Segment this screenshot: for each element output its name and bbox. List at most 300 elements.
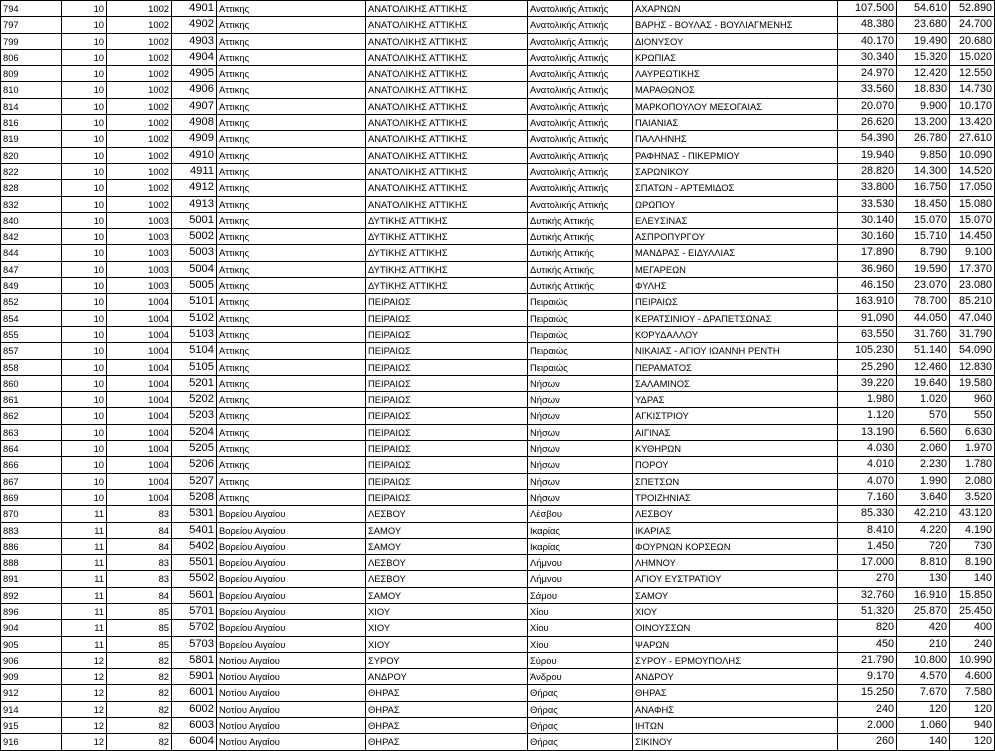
cell-prefecture-name: ΑΝΑΤΟΛΙΚΗΣ ΑΤΤΙΚΗΣ [366,17,528,33]
cell-prefecture-name: ΑΝΑΤΟΛΙΚΗΣ ΑΤΤΙΚΗΣ [366,1,528,17]
cell-region-code: 10 [62,343,107,359]
cell-region-code: 11 [62,538,107,554]
cell-female-value: 960 [950,392,995,408]
cell-municipality-code: 5401 [172,522,217,538]
cell-total-value: 33.560 [838,82,897,98]
cell-prefecture-name: ΔΥΤΙΚΗΣ ΑΤΤΙΚΗΣ [366,229,528,245]
cell-municipality-code: 5205 [172,441,217,457]
cell-region-code: 10 [62,392,107,408]
cell-municipality-code: 4906 [172,82,217,98]
cell-region-code: 10 [62,66,107,82]
cell-region-name: Αττικης [217,473,366,489]
cell-municipality-name: ΛΑΥΡΕΩΤΙΚΗΣ [633,66,838,82]
cell-male-value: 2.230 [897,457,950,473]
cell-total-value: 8.410 [838,522,897,538]
cell-prefecture-name: ΠΕΙΡΑΙΩΣ [366,343,528,359]
cell-municipality-code: 4908 [172,115,217,131]
cell-region-code: 10 [62,131,107,147]
cell-row-id: 814 [1,98,62,114]
cell-municipality-code: 6001 [172,685,217,701]
cell-region-code: 10 [62,424,107,440]
cell-municipality-code: 6003 [172,718,217,734]
table-row [1,326,995,342]
cell-female-value: 15.070 [950,212,995,228]
cell-male-value: 9.900 [897,98,950,114]
cell-regional-unit-name: Θήρας [528,734,633,750]
cell-prefecture-name: ΠΕΙΡΑΙΩΣ [366,473,528,489]
cell-municipality-code: 4901 [172,1,217,17]
table-row [1,408,995,424]
cell-municipality-code: 5105 [172,359,217,375]
cell-prefecture-name: ΠΕΙΡΑΙΩΣ [366,408,528,424]
cell-municipality-code: 4902 [172,17,217,33]
cell-male-value: 18.450 [897,196,950,212]
cell-region-name: Βορείου Αιγαίου [217,506,366,522]
cell-municipality-code: 5206 [172,457,217,473]
cell-region-name: Αττικης [217,424,366,440]
cell-row-id: 914 [1,701,62,717]
cell-total-value: 91.090 [838,310,897,326]
cell-total-value: 33.530 [838,196,897,212]
cell-female-value: 12.550 [950,66,995,82]
cell-female-value: 31.790 [950,326,995,342]
table-row [1,457,995,473]
cell-region-code: 11 [62,587,107,603]
table-row [1,131,995,147]
cell-municipality-code: 5201 [172,375,217,391]
cell-male-value: 210 [897,636,950,652]
cell-male-value: 570 [897,408,950,424]
cell-region-code: 10 [62,33,107,49]
cell-prefecture-name: ΑΝΑΤΟΛΙΚΗΣ ΑΤΤΙΚΗΣ [366,66,528,82]
cell-total-value: 4.070 [838,473,897,489]
cell-region-name: Αττικης [217,489,366,505]
table-row [1,392,995,408]
cell-region-code: 12 [62,669,107,685]
cell-prefecture-name: ΘΗΡΑΣ [366,718,528,734]
cell-prefecture-name: ΔΥΤΙΚΗΣ ΑΤΤΙΚΗΣ [366,245,528,261]
cell-male-value: 14.300 [897,163,950,179]
cell-row-id: 806 [1,49,62,65]
cell-municipality-code: 5001 [172,212,217,228]
cell-row-id: 863 [1,424,62,440]
cell-female-value: 2.080 [950,473,995,489]
cell-municipality-name: ΤΡΟΙΖΗΝΙΑΣ [633,489,838,505]
table-row [1,82,995,98]
cell-region-code: 12 [62,685,107,701]
cell-total-value: 450 [838,636,897,652]
cell-unit-code: 83 [107,506,172,522]
cell-region-code: 11 [62,522,107,538]
cell-region-name: Αττικης [217,98,366,114]
cell-total-value: 32.760 [838,587,897,603]
cell-row-id: 892 [1,587,62,603]
table-row [1,212,995,228]
cell-female-value: 15.020 [950,49,995,65]
cell-region-code: 11 [62,571,107,587]
cell-female-value: 14.730 [950,82,995,98]
cell-male-value: 9.850 [897,147,950,163]
cell-male-value: 31.760 [897,326,950,342]
cell-unit-code: 1004 [107,359,172,375]
cell-row-id: 912 [1,685,62,701]
cell-row-id: 883 [1,522,62,538]
cell-regional-unit-name: Δυτικής Αττικής [528,245,633,261]
cell-unit-code: 84 [107,538,172,554]
cell-regional-unit-name: Θήρας [528,718,633,734]
cell-municipality-code: 5701 [172,603,217,619]
cell-total-value: 28.820 [838,163,897,179]
cell-region-code: 10 [62,196,107,212]
cell-unit-code: 1004 [107,473,172,489]
cell-unit-code: 1004 [107,489,172,505]
cell-female-value: 54.090 [950,343,995,359]
cell-municipality-name: ΑΓΙΟΥ ΕΥΣΤΡΑΤΙΟΥ [633,571,838,587]
cell-regional-unit-name: Ανατολικής Αττικής [528,131,633,147]
cell-regional-unit-name: Ανατολικής Αττικής [528,98,633,114]
cell-male-value: 3.640 [897,489,950,505]
table-row [1,538,995,554]
cell-row-id: 855 [1,326,62,342]
cell-total-value: 30.160 [838,229,897,245]
table-row [1,424,995,440]
cell-municipality-name: ΛΗΜΝΟΥ [633,555,838,571]
cell-region-code: 10 [62,408,107,424]
cell-municipality-name: ΠΑΛΛΗΝΗΣ [633,131,838,147]
cell-prefecture-name: ΧΙΟΥ [366,603,528,619]
cell-unit-code: 1004 [107,441,172,457]
cell-municipality-name: ΒΑΡΗΣ - ΒΟΥΛΑΣ - ΒΟΥΛΙΑΓΜΕΝΗΣ [633,17,838,33]
cell-prefecture-name: ΠΕΙΡΑΙΩΣ [366,310,528,326]
cell-municipality-name: ΨΑΡΩΝ [633,636,838,652]
cell-male-value: 10.800 [897,652,950,668]
table-row [1,180,995,196]
cell-region-code: 10 [62,489,107,505]
cell-row-id: 847 [1,261,62,277]
cell-prefecture-name: ΔΥΤΙΚΗΣ ΑΤΤΙΚΗΣ [366,261,528,277]
cell-region-name: Αττικης [217,457,366,473]
table-row [1,147,995,163]
cell-total-value: 39.220 [838,375,897,391]
cell-regional-unit-name: Δυτικής Αττικής [528,278,633,294]
cell-prefecture-name: ΘΗΡΑΣ [366,701,528,717]
cell-row-id: 869 [1,489,62,505]
cell-municipality-name: ΑΧΑΡΝΩΝ [633,1,838,17]
cell-male-value: 18.830 [897,82,950,98]
table-body [1,1,995,751]
cell-total-value: 105.230 [838,343,897,359]
cell-prefecture-name: ΑΝΑΤΟΛΙΚΗΣ ΑΤΤΙΚΗΣ [366,115,528,131]
cell-regional-unit-name: Ανατολικής Αττικής [528,17,633,33]
cell-municipality-code: 5101 [172,294,217,310]
cell-prefecture-name: ΠΕΙΡΑΙΩΣ [366,359,528,375]
cell-region-name: Αττικης [217,294,366,310]
cell-regional-unit-name: Δυτικής Αττικής [528,229,633,245]
cell-municipality-code: 6002 [172,701,217,717]
cell-row-id: 797 [1,17,62,33]
cell-region-name: Αττικης [217,115,366,131]
table-row [1,669,995,685]
cell-male-value: 4.570 [897,669,950,685]
cell-female-value: 12.830 [950,359,995,375]
cell-prefecture-name: ΑΝΑΤΟΛΙΚΗΣ ΑΤΤΙΚΗΣ [366,33,528,49]
cell-row-id: 849 [1,278,62,294]
table-row [1,17,995,33]
cell-municipality-code: 5104 [172,343,217,359]
table-row [1,522,995,538]
cell-male-value: 25.870 [897,603,950,619]
cell-municipality-name: ΜΕΓΑΡΕΩΝ [633,261,838,277]
cell-region-code: 12 [62,734,107,750]
cell-region-name: Αττικης [217,375,366,391]
cell-municipality-code: 4904 [172,49,217,65]
cell-female-value: 3.520 [950,489,995,505]
cell-region-name: Βορείου Αιγαίου [217,587,366,603]
cell-region-code: 10 [62,212,107,228]
cell-male-value: 4.220 [897,522,950,538]
cell-prefecture-name: ΑΝΑΤΟΛΙΚΗΣ ΑΤΤΙΚΗΣ [366,98,528,114]
cell-regional-unit-name: Ανατολικής Αττικής [528,49,633,65]
cell-unit-code: 1004 [107,457,172,473]
cell-male-value: 7.670 [897,685,950,701]
table-row [1,49,995,65]
cell-region-code: 10 [62,82,107,98]
cell-male-value: 54.610 [897,1,950,17]
cell-unit-code: 1004 [107,343,172,359]
cell-region-code: 10 [62,98,107,114]
cell-row-id: 842 [1,229,62,245]
table-row [1,66,995,82]
cell-municipality-code: 4907 [172,98,217,114]
cell-municipality-code: 5208 [172,489,217,505]
cell-region-name: Βορείου Αιγαίου [217,620,366,636]
cell-row-id: 858 [1,359,62,375]
cell-municipality-name: ΚΡΩΠΙΑΣ [633,49,838,65]
cell-regional-unit-name: Λήμνου [528,555,633,571]
cell-region-name: Αττικης [217,17,366,33]
cell-prefecture-name: ΛΕΣΒΟΥ [366,555,528,571]
cell-regional-unit-name: Πειραιώς [528,294,633,310]
cell-region-code: 10 [62,294,107,310]
cell-regional-unit-name: Άνδρου [528,669,633,685]
cell-female-value: 8.190 [950,555,995,571]
table-row [1,718,995,734]
cell-regional-unit-name: Νήσων [528,489,633,505]
cell-regional-unit-name: Νήσων [528,375,633,391]
table-row [1,196,995,212]
cell-unit-code: 1002 [107,131,172,147]
table-row [1,310,995,326]
cell-regional-unit-name: Νήσων [528,441,633,457]
cell-female-value: 1.970 [950,441,995,457]
cell-prefecture-name: ΛΕΣΒΟΥ [366,571,528,587]
cell-male-value: 26.780 [897,131,950,147]
cell-municipality-name: ΣΑΜΟΥ [633,587,838,603]
table-row [1,163,995,179]
cell-female-value: 47.040 [950,310,995,326]
cell-prefecture-name: ΠΕΙΡΑΙΩΣ [366,375,528,391]
cell-row-id: 832 [1,196,62,212]
cell-female-value: 19.580 [950,375,995,391]
cell-row-id: 844 [1,245,62,261]
cell-municipality-name: ΜΑΡΚΟΠΟΥΛΟΥ ΜΕΣΟΓΑΙΑΣ [633,98,838,114]
cell-row-id: 870 [1,506,62,522]
cell-municipality-code: 4911 [172,163,217,179]
cell-unit-code: 1003 [107,278,172,294]
cell-municipality-name: ΑΝΔΡΟΥ [633,669,838,685]
cell-region-code: 10 [62,261,107,277]
cell-region-name: Βορείου Αιγαίου [217,636,366,652]
cell-unit-code: 84 [107,587,172,603]
cell-municipality-name: ΣΥΡΟΥ - ΕΡΜΟΥΠΟΛΗΣ [633,652,838,668]
cell-municipality-name: ΑΙΓΙΝΑΣ [633,424,838,440]
cell-prefecture-name: ΣΑΜΟΥ [366,587,528,603]
cell-unit-code: 1003 [107,261,172,277]
cell-row-id: 861 [1,392,62,408]
cell-female-value: 27.610 [950,131,995,147]
cell-female-value: 240 [950,636,995,652]
cell-row-id: 819 [1,131,62,147]
cell-total-value: 85.330 [838,506,897,522]
cell-regional-unit-name: Ικαρίας [528,522,633,538]
cell-regional-unit-name: Θήρας [528,701,633,717]
cell-unit-code: 1002 [107,82,172,98]
cell-female-value: 10.090 [950,147,995,163]
cell-region-code: 10 [62,473,107,489]
cell-male-value: 16.910 [897,587,950,603]
table-row [1,685,995,701]
cell-municipality-code: 5203 [172,408,217,424]
cell-male-value: 42.210 [897,506,950,522]
cell-unit-code: 82 [107,685,172,701]
cell-unit-code: 82 [107,701,172,717]
cell-region-name: Αττικης [217,261,366,277]
cell-municipality-name: ΠΑΙΑΝΙΑΣ [633,115,838,131]
cell-prefecture-name: ΠΕΙΡΑΙΩΣ [366,294,528,310]
cell-row-id: 794 [1,1,62,17]
cell-municipality-code: 5207 [172,473,217,489]
cell-municipality-name: ΘΗΡΑΣ [633,685,838,701]
cell-total-value: 36.960 [838,261,897,277]
cell-regional-unit-name: Ικαρίας [528,538,633,554]
cell-male-value: 15.070 [897,212,950,228]
cell-unit-code: 1002 [107,196,172,212]
cell-male-value: 44.050 [897,310,950,326]
cell-row-id: 906 [1,652,62,668]
cell-municipality-name: ΡΑΦΗΝΑΣ - ΠΙΚΕΡΜΙΟΥ [633,147,838,163]
cell-row-id: 896 [1,603,62,619]
cell-region-code: 11 [62,506,107,522]
cell-male-value: 19.640 [897,375,950,391]
cell-regional-unit-name: Πειραιώς [528,326,633,342]
cell-prefecture-name: ΣΥΡΟΥ [366,652,528,668]
cell-prefecture-name: ΑΝΔΡΟΥ [366,669,528,685]
cell-female-value: 17.370 [950,261,995,277]
cell-region-code: 10 [62,375,107,391]
cell-municipality-code: 5002 [172,229,217,245]
cell-total-value: 21.790 [838,652,897,668]
cell-region-code: 10 [62,115,107,131]
cell-unit-code: 1004 [107,408,172,424]
cell-row-id: 888 [1,555,62,571]
table-row [1,229,995,245]
table-row [1,587,995,603]
cell-female-value: 140 [950,571,995,587]
table-row [1,278,995,294]
cell-municipality-code: 4913 [172,196,217,212]
cell-region-name: Αττικης [217,131,366,147]
table-row [1,603,995,619]
cell-municipality-name: ΙΗΤΩΝ [633,718,838,734]
cell-region-code: 10 [62,278,107,294]
cell-region-code: 10 [62,180,107,196]
cell-unit-code: 83 [107,571,172,587]
cell-regional-unit-name: Πειραιώς [528,359,633,375]
cell-row-id: 860 [1,375,62,391]
cell-unit-code: 85 [107,603,172,619]
cell-female-value: 25.450 [950,603,995,619]
cell-row-id: 857 [1,343,62,359]
cell-total-value: 1.450 [838,538,897,554]
cell-municipality-code: 5003 [172,245,217,261]
cell-total-value: 13.190 [838,424,897,440]
cell-male-value: 2.060 [897,441,950,457]
cell-unit-code: 1002 [107,98,172,114]
cell-female-value: 24.700 [950,17,995,33]
cell-municipality-code: 5402 [172,538,217,554]
cell-female-value: 13.420 [950,115,995,131]
cell-region-code: 10 [62,1,107,17]
cell-unit-code: 85 [107,620,172,636]
cell-unit-code: 1002 [107,115,172,131]
cell-municipality-name: ΣΠΑΤΩΝ - ΑΡΤΕΜΙΔΟΣ [633,180,838,196]
cell-unit-code: 1002 [107,66,172,82]
cell-region-name: Αττικης [217,163,366,179]
cell-municipality-code: 5502 [172,571,217,587]
cell-female-value: 10.990 [950,652,995,668]
cell-unit-code: 1004 [107,392,172,408]
cell-female-value: 23.080 [950,278,995,294]
cell-row-id: 864 [1,441,62,457]
cell-male-value: 23.680 [897,17,950,33]
table-row [1,375,995,391]
cell-total-value: 40.170 [838,33,897,49]
cell-region-code: 10 [62,147,107,163]
table-row [1,571,995,587]
cell-total-value: 820 [838,620,897,636]
cell-region-code: 10 [62,229,107,245]
cell-total-value: 17.000 [838,555,897,571]
cell-unit-code: 1002 [107,1,172,17]
cell-male-value: 23.070 [897,278,950,294]
cell-row-id: 915 [1,718,62,734]
cell-region-name: Βορείου Αιγαίου [217,555,366,571]
cell-region-code: 12 [62,718,107,734]
cell-male-value: 120 [897,701,950,717]
cell-unit-code: 1002 [107,147,172,163]
cell-regional-unit-name: Πειραιώς [528,343,633,359]
cell-region-name: Αττικης [217,359,366,375]
cell-municipality-name: ΚΥΘΗΡΩΝ [633,441,838,457]
cell-municipality-name: ΩΡΩΠΟΥ [633,196,838,212]
cell-row-id: 816 [1,115,62,131]
cell-municipality-name: ΠΟΡΟΥ [633,457,838,473]
cell-regional-unit-name: Χίου [528,636,633,652]
cell-region-code: 10 [62,441,107,457]
cell-municipality-name: ΠΕΡΑΜΑΤΟΣ [633,359,838,375]
cell-region-code: 10 [62,163,107,179]
cell-female-value: 15.850 [950,587,995,603]
